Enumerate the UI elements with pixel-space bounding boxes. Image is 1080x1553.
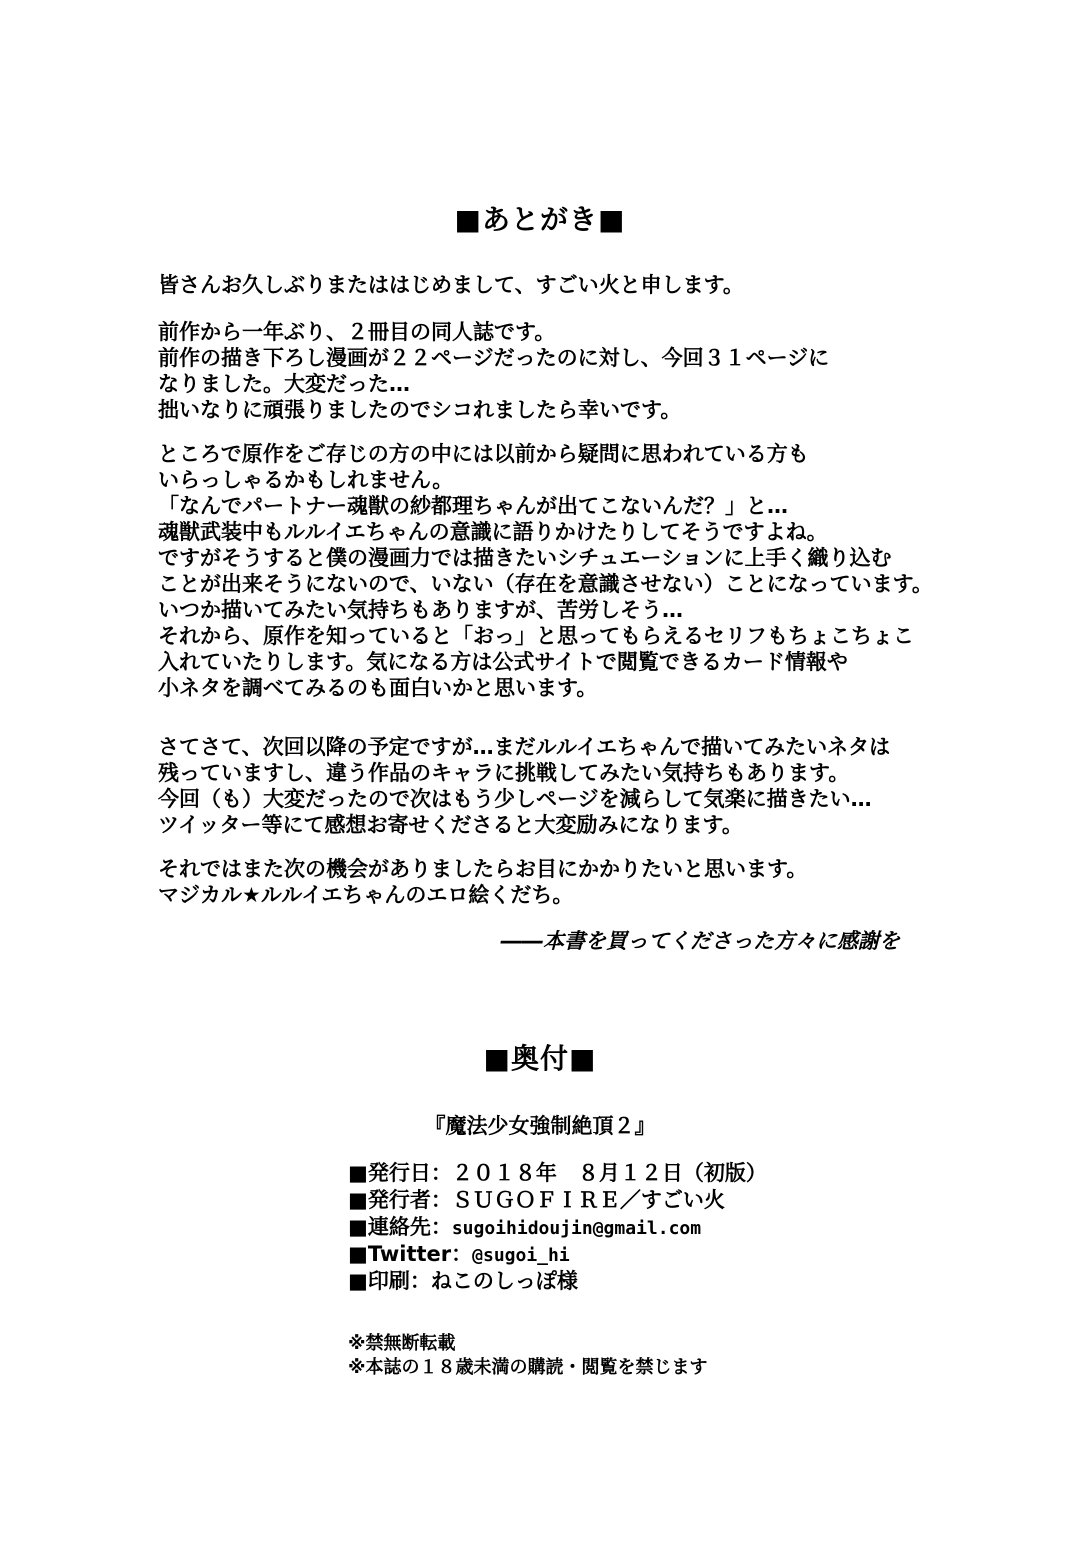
afterword-paragraph-2 <box>158 319 938 423</box>
text-line: 入れていたりします。気になる方は公式サイトで閲覧できるカード情報や <box>158 650 848 674</box>
text-line: ツイッター等にて感想お寄せくださると大変励みになります。 <box>158 813 743 837</box>
text-line: いつか描いてみたい気持ちもありますが、苦労しそう… <box>158 598 683 622</box>
colophon-heading: ■奥付■ <box>483 1042 597 1075</box>
contact-row <box>348 1214 767 1241</box>
text-line: 「なんでパートナー魂獣の紗都理ちゃんが出てこないんだ？」と… <box>158 494 788 518</box>
twitter-row <box>348 1241 767 1268</box>
publisher-row <box>348 1187 767 1214</box>
book-title: 『魔法少女強制絶頂２』 <box>424 1114 656 1138</box>
text-line: 小ネタを調べてみるのも面白いかと思います。 <box>158 676 598 700</box>
text-line: 魂獣武装中もルルイエちゃんの意識に語りかけたりしてそうですよね。 <box>158 520 828 544</box>
publisher-label: ■発行者： <box>348 1188 452 1212</box>
twitter-label: ■Twitter： <box>348 1242 473 1266</box>
publish-date-label: ■発行日： <box>348 1161 452 1185</box>
afterword-paragraph-3 <box>158 441 938 701</box>
text-line: 残っていますし、違う作品のキャラに挑戦してみたい気持ちもあります。 <box>158 761 850 785</box>
afterword-paragraph-1 <box>158 272 938 298</box>
text-line: 拙いなりに頑張りましたのでシコれましたら幸いです。 <box>158 398 682 422</box>
publish-date-value: ２０１８年 ８月１２日（初版） <box>451 1161 767 1185</box>
printer-label: ■印刷： <box>348 1269 431 1293</box>
text-line: ことが出来そうにないので、いない（存在を意識させない）ことになっています。 <box>158 572 933 596</box>
text-line: それではまた次の機会がありましたらお目にかかりたいと思います。 <box>158 857 808 881</box>
afterword-signature: ――本書を買ってくださった方々に感謝を <box>501 929 900 953</box>
text-line: 今回（も）大変だったので次はもう少しページを減らして気楽に描きたい… <box>158 787 872 811</box>
twitter-handle: @sugoi_hi <box>472 1245 570 1266</box>
notice-no-reprint: ※禁無断転載 <box>348 1333 456 1354</box>
colophon-info <box>348 1160 767 1295</box>
text-line: それから、原作を知っていると「おっ」と思ってもらえるセリフもちょこちょこ <box>158 624 914 648</box>
text-line: マジカル★ルルイエちゃんのエロ絵くだち。 <box>158 883 574 907</box>
afterword-heading: ■あとがき■ <box>454 203 626 236</box>
legal-notices <box>348 1332 708 1380</box>
notice-age-restriction: ※本誌の１８歳未満の購読・閲覧を禁じます <box>348 1357 708 1378</box>
publisher-value: ＳＵＧＯＦＩＲＥ／すごい火 <box>451 1188 725 1212</box>
contact-label: ■連絡先： <box>348 1215 452 1239</box>
text-line: 前作の描き下ろし漫画が２２ページだったのに対し、今回３１ページに <box>158 346 830 370</box>
afterword-paragraph-4 <box>158 734 938 838</box>
text-line: 前作から一年ぶり、２冊目の同人誌です。 <box>158 320 556 344</box>
publish-date-row <box>348 1160 767 1187</box>
text-line: いらっしゃるかもしれません。 <box>158 468 454 492</box>
text-line: ところで原作をご存じの方の中には以前から疑問に思われている方も <box>158 442 809 466</box>
text-line: ですがそうすると僕の漫画力では描きたいシチュエーションに上手く織り込む <box>158 546 892 570</box>
contact-email: sugoihidoujin@gmail.com <box>451 1218 702 1239</box>
printer-row <box>348 1268 767 1295</box>
text-line: さてさて、次回以降の予定ですが…まだルルイエちゃんで描いてみたいネタは <box>158 735 891 759</box>
text-line: 皆さんお久しぶりまたははじめまして、すごい火と申します。 <box>158 273 744 297</box>
printer-value: ねこのしっぽ様 <box>430 1269 578 1293</box>
afterword-paragraph-5 <box>158 856 938 908</box>
text-line: なりました。大変だった… <box>158 372 410 396</box>
